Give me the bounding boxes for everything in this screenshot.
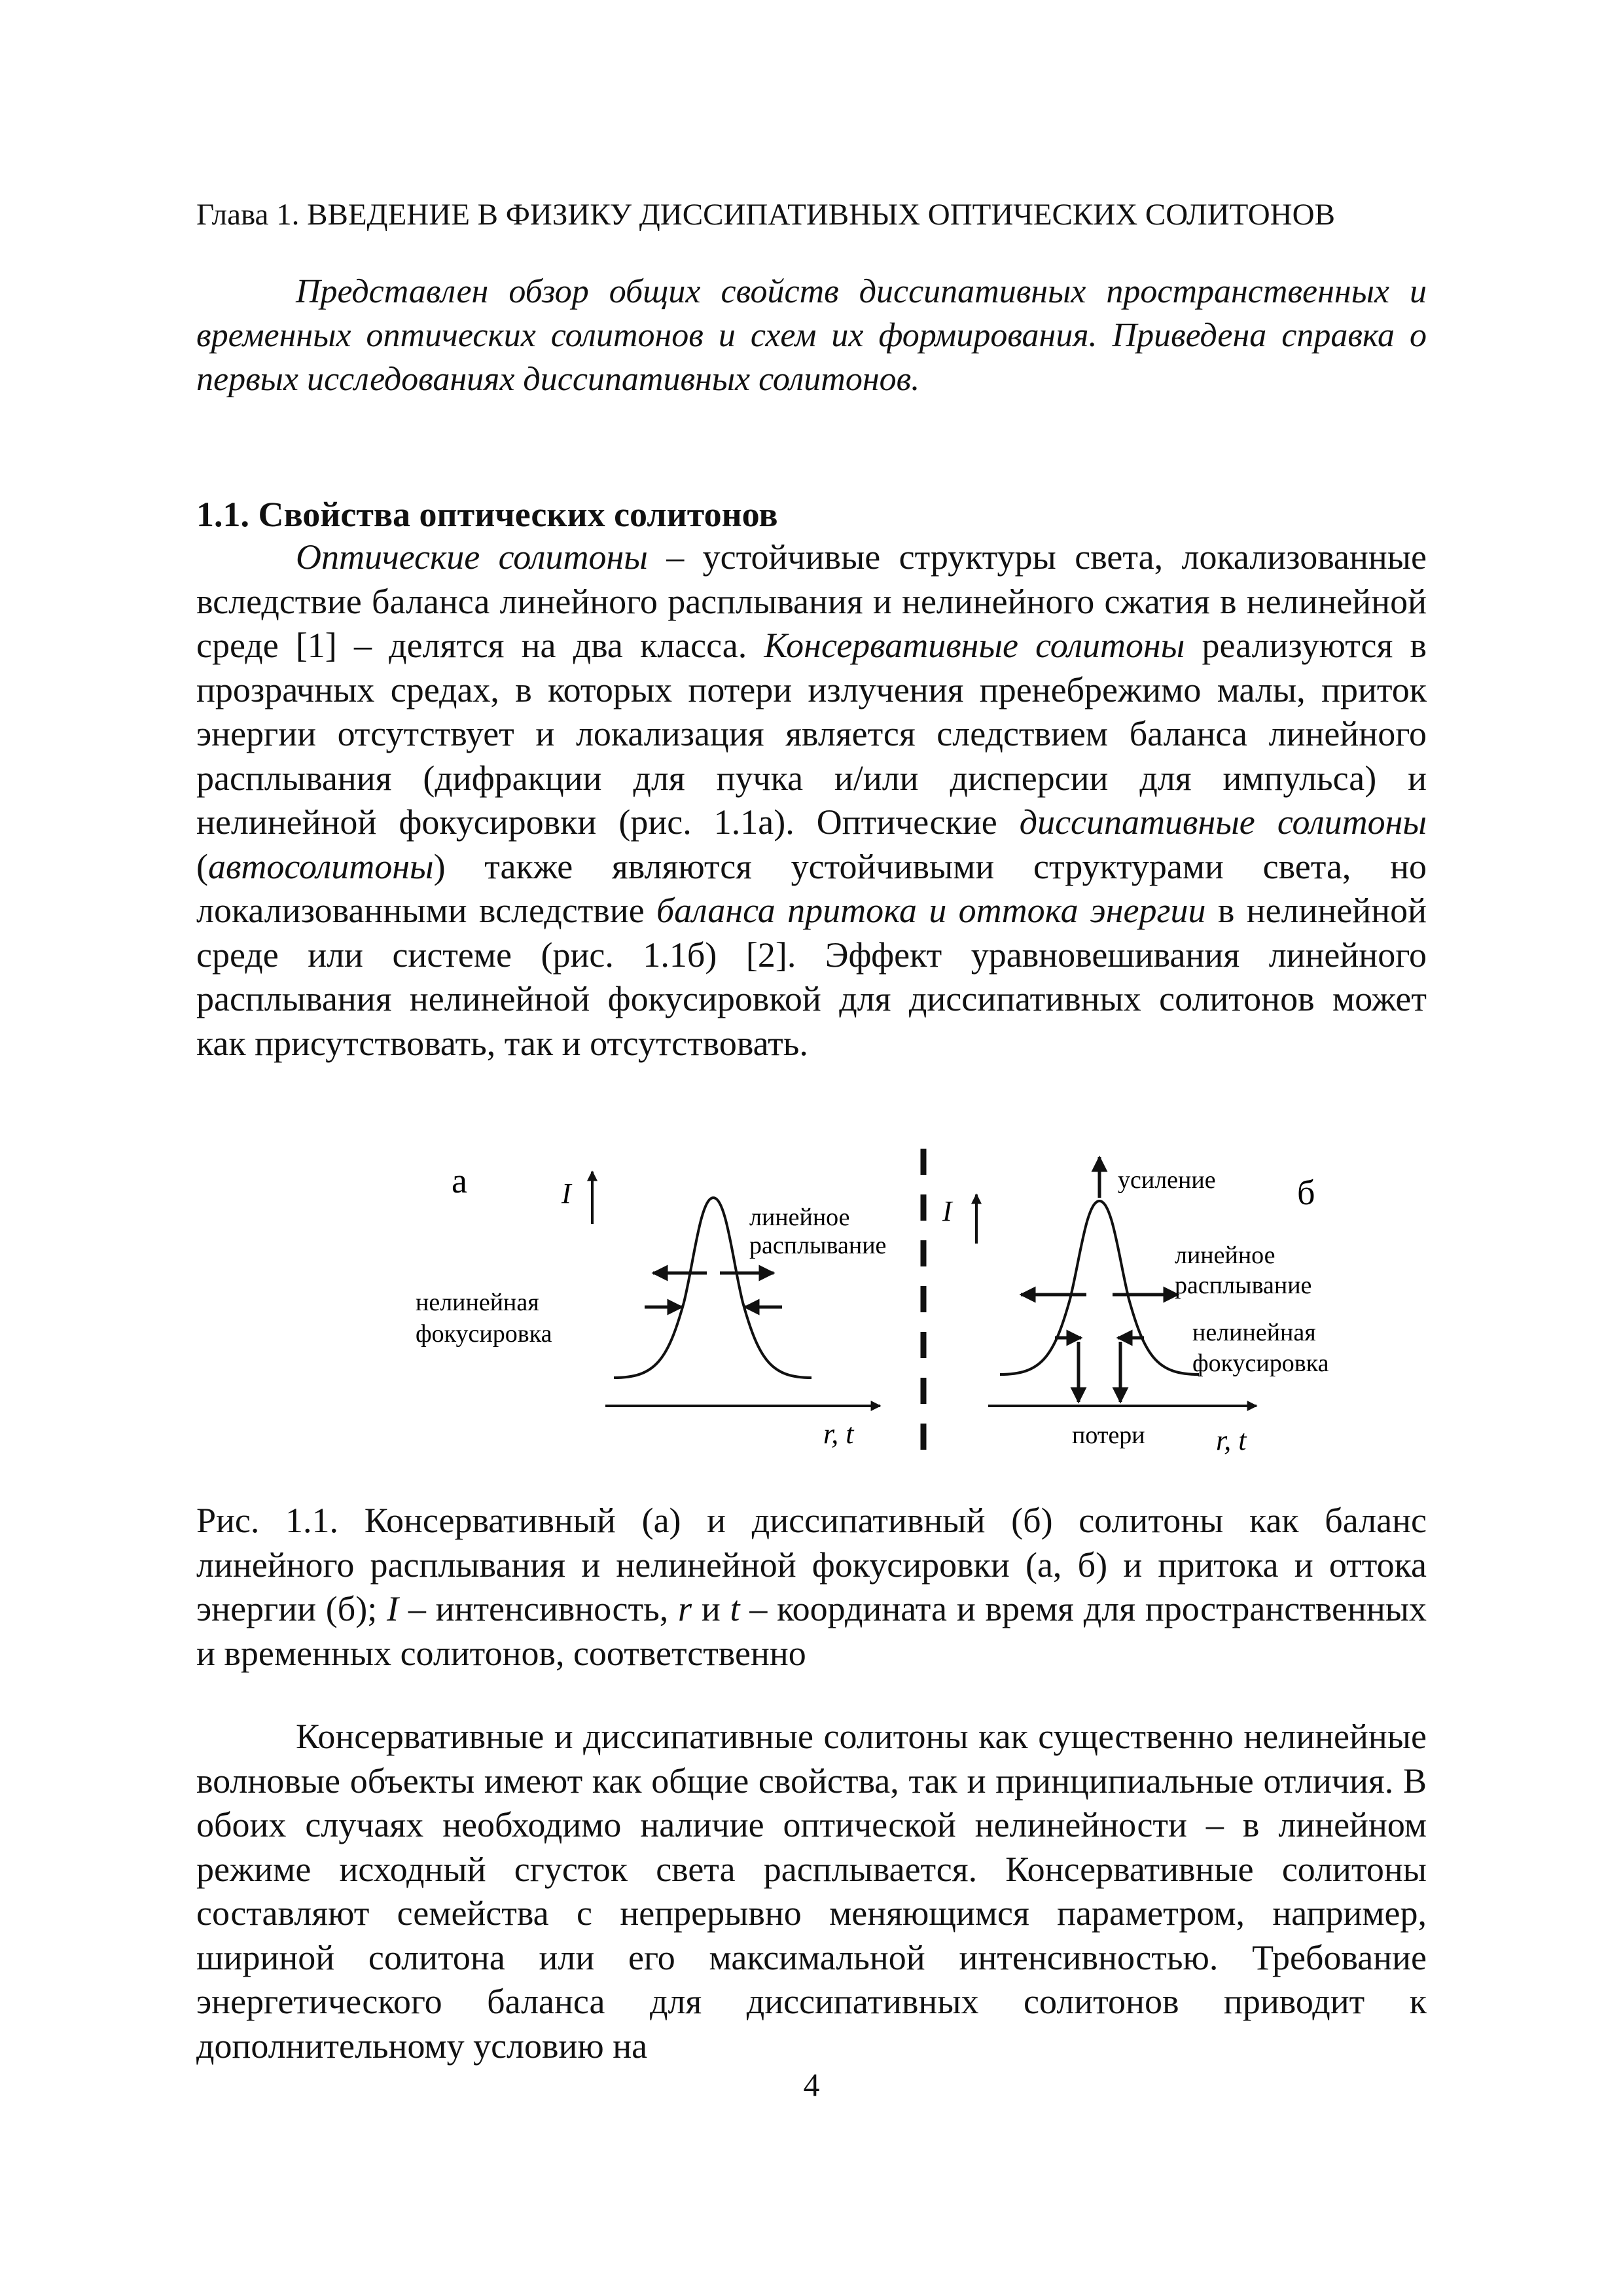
term-optical-solitons: Оптические солитоны: [296, 537, 648, 577]
panel-b-axis-y-label: I: [942, 1195, 952, 1227]
panel-b-axis-x-label: r, t: [1216, 1424, 1247, 1456]
caption-symbol-coordinate: r: [678, 1589, 692, 1628]
term-conservative-solitons: Консервативные солитоны: [764, 626, 1185, 665]
caption-symbol-intensity: I: [387, 1589, 399, 1628]
panel-b-spreading-label-line1: линейное: [1175, 1242, 1275, 1269]
panel-b-gain-label: усиление: [1118, 1166, 1216, 1194]
panel-a-focusing-label-line1: нелинейная: [416, 1289, 539, 1316]
paragraph-optical-solitons: [196, 535, 1427, 1066]
panel-a-label: а: [452, 1161, 467, 1200]
text-segment: в нелинейной среде или системе (рис. 1.1б) [2]. Эффект уравновешивания линейного расплывания нелинейной фокусировкой для диссипативных солитонов может как присутствовать, так и отсутствовать.: [196, 891, 1427, 1063]
section-title: 1.1. Свойства оптических солитонов: [196, 495, 778, 534]
panel-b-losses-label: потери: [1072, 1422, 1145, 1449]
chapter-heading: Глава 1. ВВЕДЕНИЕ В ФИЗИКУ ДИССИПАТИВНЫХ ОПТИЧЕСКИХ СОЛИТОНОВ: [196, 198, 1335, 232]
panel-b-label: б: [1297, 1173, 1315, 1212]
caption-segment: Рис. 1.1. Консервативный (а) и диссипативный (б) солитоны как баланс линейного расплывания и нелинейной фокусировки (а, б) и притока и оттока энергии (б);: [196, 1501, 1427, 1628]
caption-segment: и: [692, 1589, 730, 1628]
figure-diagram: [393, 1145, 1361, 1473]
panel-b: [942, 1157, 1329, 1456]
text-segment: реализуются в прозрачных средах, в которых потери излучения пренебрежимо малы, приток энергии отсутствует и локализация является следствием баланса линейного расплывания (дифракции для пучка и/или дисперсии для импульса) и нелинейной фокусировки (рис. 1.1а). Оптические: [196, 626, 1427, 842]
page-number: 4: [803, 2066, 820, 2103]
panel-a: [416, 1161, 886, 1450]
panel-a-spreading-label-line2: расплывание: [749, 1232, 887, 1259]
panel-b-soliton-curve: [1000, 1201, 1199, 1374]
text-segment: (: [196, 846, 208, 886]
text-segment: – устойчивые структуры света, локализованные вследствие баланса линейного расплывания и нелинейного сжатия в нелинейной среде [1] – делятся на два класса.: [196, 537, 1427, 665]
panel-b-focusing-label-line2: фокусировка: [1192, 1350, 1329, 1377]
caption-segment: – интенсивность,: [399, 1589, 679, 1628]
term-dissipative-solitons: диссипативные солитоны: [1019, 802, 1427, 842]
chapter-abstract: Представлен обзор общих свойств диссипативных пространственных и временных оптических солитонов и схем их формирования. Приведена справка о первых исследованиях диссипативных солитонов.: [196, 273, 1427, 398]
caption-segment: – координата и время для пространственных и временных солитонов, соответственно: [196, 1589, 1427, 1673]
panel-b-focusing-label-line1: нелинейная: [1192, 1319, 1316, 1346]
panel-a-focusing-label-line2: фокусировка: [416, 1320, 552, 1348]
figure-1-1: [393, 1145, 1361, 1473]
figure-caption: [196, 1499, 1427, 1676]
panel-a-axis-y-label: I: [562, 1177, 571, 1210]
panel-a-axis-x-label: r, t: [823, 1418, 854, 1450]
term-energy-balance: баланса притока и оттока энергии: [656, 891, 1206, 930]
caption-symbol-time: t: [730, 1589, 740, 1628]
text-segment: ) также являются устойчивыми структурами света, но локализованными вследствие: [196, 846, 1427, 930]
panel-a-spreading-label-line1: линейное: [749, 1204, 850, 1231]
panel-b-spreading-label-line2: расплывание: [1175, 1272, 1312, 1299]
term-autosolitons: автосолитоны: [207, 846, 434, 886]
paragraph-comparison: Консервативные и диссипативные солитоны как существенно нелинейные волновые объекты имеют как общие свойства, так и принципиальные отличия. В обоих случаях необходимо наличие оптической нелинейности – в линейном режиме исходный сгусток света расплывается. Консервативные солитоны составляют семейства с непрерывно меняющимся параметром, например, шириной солитона или его максимальной интенсивностью. Требование энергетического баланса для диссипативных солитонов приводит к дополнительному условию на: [196, 1717, 1427, 2066]
